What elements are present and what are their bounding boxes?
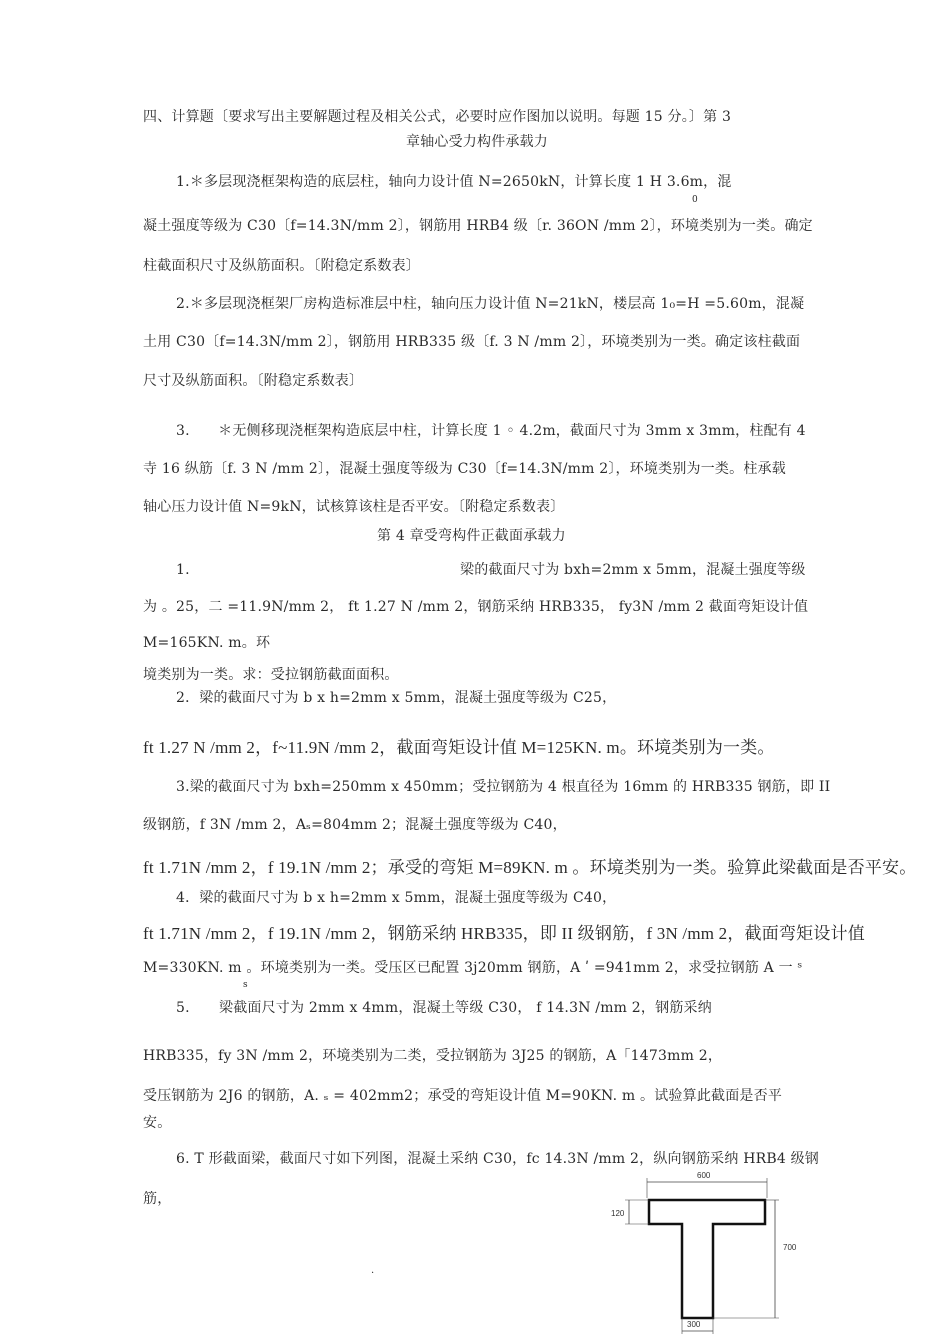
ch4-q1-line-3: M=165KN. m。环 bbox=[143, 635, 271, 651]
ch4-q1-number: 1. bbox=[176, 562, 190, 578]
ch4-q2-line-2: ft 1.27 N /mm 2，f~11.9N /mm 2，截面弯矩设计值 M=125KN. m。环境类别为一类。 bbox=[143, 738, 775, 757]
ch3-p2-line-3: 尺寸及纵筋面积。〔附稳定系数表〕 bbox=[143, 373, 364, 389]
ch4-q1-line-4: 境类别为一类。求：受拉钢筋截面面积。 bbox=[143, 667, 399, 683]
ch4-q3-line-2: 级钢筋，f 3N /mm 2，Aₛ=804mm 2；混凝土强度等级为 C40， bbox=[143, 817, 567, 833]
ch3-p2-line-2: 土用 C30〔f=14.3N/mm 2〕，钢筋用 HRB335 级〔f. 3 N /mm 2〕，环境类别为一类。确定该柱截面 bbox=[143, 334, 801, 350]
ch4-q2-line-1: 2．梁的截面尺寸为 b x h=2mm x 5mm，混凝土强度等级为 C25， bbox=[176, 690, 617, 706]
t-section-diagram bbox=[607, 1168, 817, 1338]
ch4-q4-line-2: ft 1.71N /mm 2，f 19.1N /mm 2，钢筋采纳 HRB335，即 II 级钢筋，f 3N /mm 2，截面弯矩设计值 bbox=[143, 924, 865, 943]
ch4-q4-line-3: M=330KN. m 。环境类别为一类。受压区已配置 3j20mm 钢筋，A ʹ =941mm 2，求受拉钢筋 A 一 ˢ bbox=[143, 960, 803, 976]
t-section-outline bbox=[649, 1200, 765, 1318]
ch3-p3-line-3: 轴心压力设计值 N=9kN，试核算该柱是否平安。〔附稳定系数表〕 bbox=[143, 499, 565, 515]
ch4-q6-line-2: 筋， bbox=[143, 1191, 172, 1207]
ch3-p3-line-1: 3. ＊无侧移现浇框架构造底层中柱，计算长度 1 ◦ 4.2m，截面尺寸为 3mm x 3mm，柱配有 4 bbox=[176, 423, 806, 439]
ch3-p1-subscript: 0 bbox=[692, 195, 698, 205]
web-width-label: 300 bbox=[687, 1320, 701, 1329]
ch3-p3-line-2: 寺 16 纵筋〔f. 3 N /mm 2〕，混凝土强度等级为 C30〔f=14.3N/mm 2〕，环境类别为一类。柱承载 bbox=[143, 461, 786, 477]
ch4-q5-line-2: HRB335，fy 3N /mm 2，环境类别为二类，受拉钢筋为 3J25 的钢筋，A「1473mm 2， bbox=[143, 1048, 723, 1064]
ch4-q6-line-1: 6. T 形截面梁，截面尺寸如下列图，混凝土采纳 C30，fc 14.3N /mm 2，纵向钢筋采纳 HRB4 级钢 bbox=[176, 1151, 819, 1167]
ch4-q4-line-1: 4．梁的截面尺寸为 b x h=2mm x 5mm，混凝土强度等级为 C40， bbox=[176, 890, 617, 906]
total-height-label: 700 bbox=[783, 1243, 797, 1252]
ch4-q5-number: 5. bbox=[176, 1000, 190, 1016]
heading-line-1: 四、计算题〔要求写出主要解题过程及相关公式，必要时应作图加以说明。每题 15 分。〕第 3 bbox=[143, 109, 732, 125]
ch3-p1-line-1: 1.＊多层现浇框架构造的底层柱，轴向力设计值 N=2650kN，计算长度 1 H 3.6m，混 bbox=[176, 174, 732, 190]
ch4-q5-line-3: 受压钢筋为 2J6 的钢筋，A. ₛ = 402mm2；承受的弯矩设计值 M=90KN. m 。试验算此截面是否平 bbox=[143, 1088, 783, 1104]
ch3-p2-line-1: 2.＊多层现浇框架厂房构造标准层中柱，轴向压力设计值 N=21kN，楼层高 1₀=H =5.60m，混凝 bbox=[176, 296, 805, 312]
heading-line-2: 章轴心受力构件承载力 bbox=[406, 134, 548, 150]
footer-mark: . bbox=[371, 1265, 375, 1276]
ch4-q1-line-1: 梁的截面尺寸为 bxh=2mm x 5mm，混凝土强度等级 bbox=[460, 562, 806, 578]
top-width-label: 600 bbox=[697, 1171, 711, 1180]
ch4-q3-line-3: ft 1.71N /mm 2，f 19.1N /mm 2；承受的弯矩 M=89KN. m 。环境类别为一类。验算此梁截面是否平安。 bbox=[143, 858, 917, 877]
ch3-p1-line-3: 柱截面积尺寸及纵筋面积。〔附稳定系数表〕 bbox=[143, 258, 420, 274]
ch4-q5-line-4: 安。 bbox=[143, 1115, 172, 1131]
ch3-p1-line-2: 凝土强度等级为 C30〔f=14.3N/mm 2〕，钢筋用 HRB4 级〔r. 36ON /mm 2〕，环境类别为一类。确定 bbox=[143, 218, 813, 234]
ch4-q4-subscript: s bbox=[243, 980, 248, 990]
ch4-q5-line-1: 梁截面尺寸为 2mm x 4mm，混凝土等级 C30， f 14.3N /mm 2，钢筋采纳 bbox=[219, 1000, 712, 1016]
ch4-q1-line-2: 为 。25，二 =11.9N/mm 2， ft 1.27 N /mm 2，钢筋采纳 HRB335， fy3N /mm 2 截面弯矩设计值 bbox=[143, 599, 809, 615]
ch4-title: 第 4 章受弯构件正截面承载力 bbox=[377, 528, 566, 544]
ch4-q3-line-1: 3.梁的截面尺寸为 bxh=250mm x 450mm；受拉钢筋为 4 根直径为 16mm 的 HRB335 钢筋，即 II bbox=[176, 779, 831, 795]
flange-depth-label: 120 bbox=[611, 1209, 625, 1218]
